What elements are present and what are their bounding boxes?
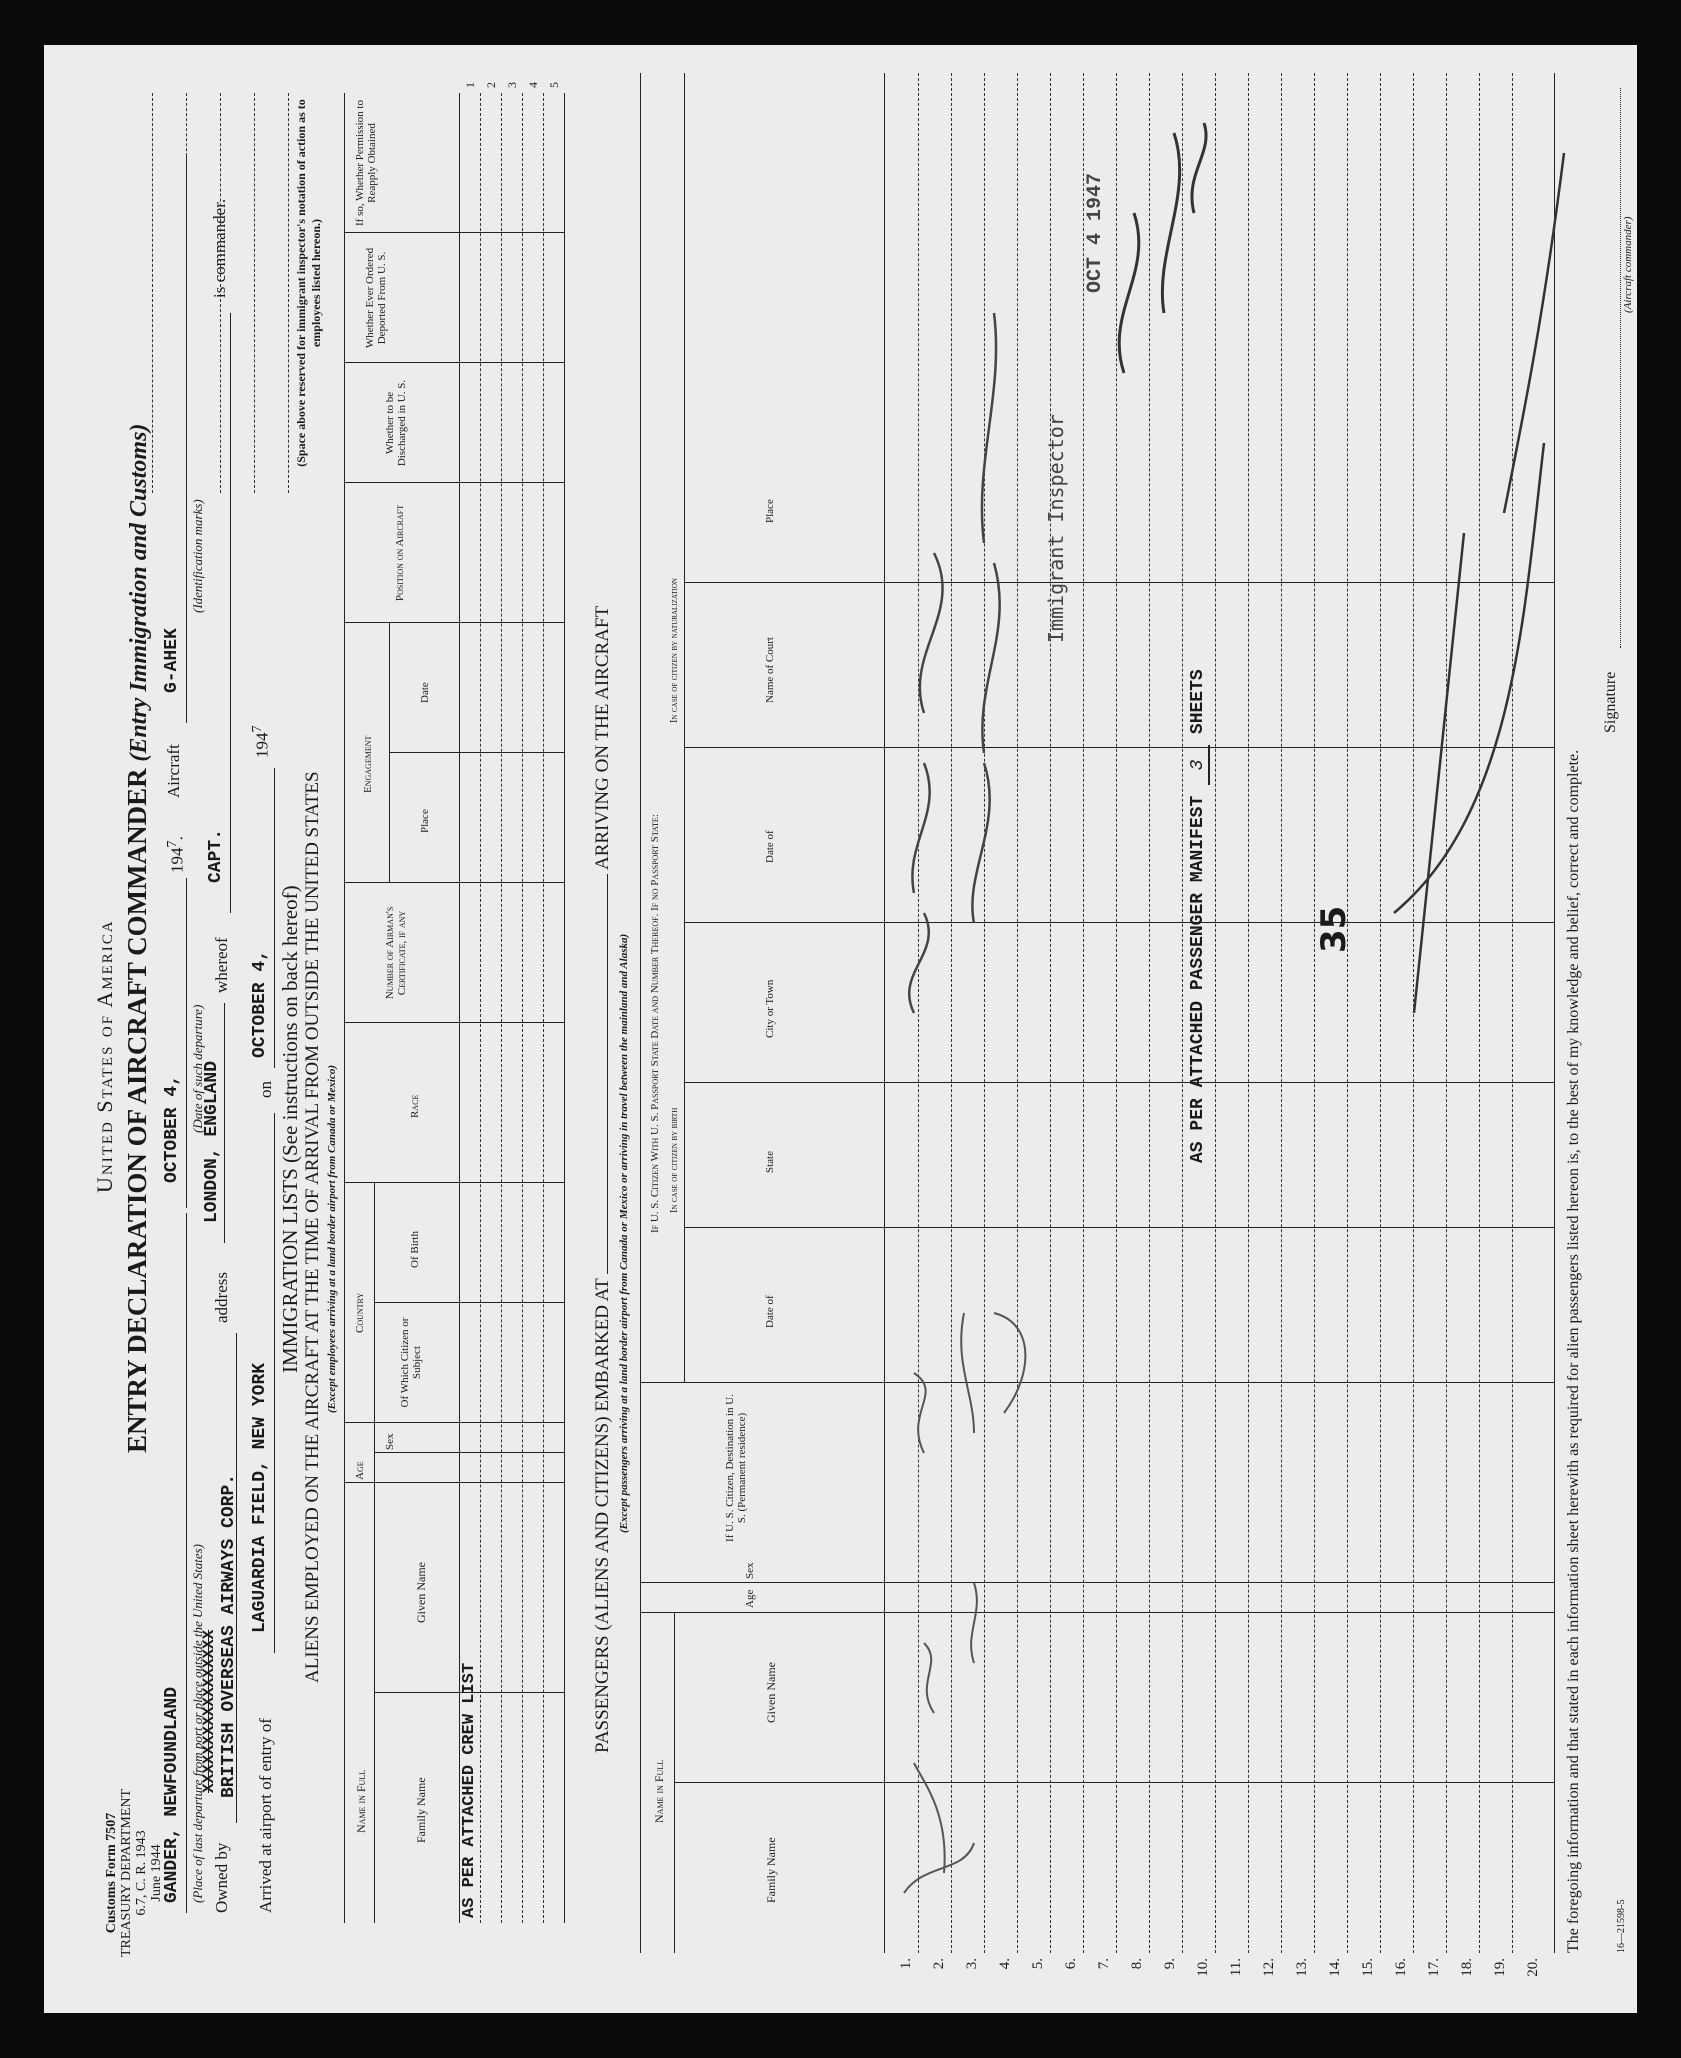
- arrival-airport: LAGUARDIA FIELD, NEW YORK: [250, 1362, 270, 1633]
- sheets-count: 3: [1188, 745, 1210, 785]
- date-caption: (Date of such departure): [190, 1004, 205, 1133]
- owner-name: BRITISH OVERSEAS AIRWAYS CORP.: [219, 1473, 239, 1798]
- declaration-form: [44, 45, 1637, 2013]
- crew-cert-header: Number of Airman's Certificate, if any: [384, 906, 408, 1000]
- row-number: 1.: [898, 1958, 914, 1970]
- row-number: 7.: [1096, 1958, 1112, 1970]
- sheets-label: SHEETS: [1188, 669, 1208, 735]
- row-number: 10.: [1195, 1958, 1211, 1977]
- whereof-label: whereof: [212, 937, 231, 993]
- crew-permission-header: If so, Whether Permission to Reapply Obtained: [354, 100, 378, 226]
- crew-age-header: Age: [354, 1461, 366, 1480]
- form-title-main: ENTRY DECLARATION OF AIRCRAFT COMMANDER: [122, 768, 152, 1453]
- row-number: 2.: [931, 1958, 947, 1970]
- address-label: address: [212, 1272, 231, 1323]
- regulation: 6.7, C. R. 1943: [134, 1830, 149, 1916]
- crew-position-header: Position on Aircraft: [394, 504, 406, 602]
- row-number: 19.: [1492, 1958, 1508, 1977]
- aliens-subtitle: (Except employees arriving at a land border airport from Canada or Mexico): [326, 1064, 338, 1413]
- handwriting-annotations: [44, 45, 1637, 2013]
- arrived-label: Arrived at airport of entry of: [256, 1718, 275, 1913]
- arrival-year-digit: 7: [249, 725, 265, 733]
- crew-place-header: Place: [419, 809, 431, 833]
- departure-date: OCTOBER 4,: [162, 1074, 182, 1183]
- row-number: 17.: [1426, 1958, 1442, 1977]
- page-number-stamp: 35: [1314, 905, 1354, 953]
- row-number: 14.: [1327, 1958, 1343, 1977]
- place-of-departure: GANDER, NEWFOUNDLAND: [162, 1686, 182, 1903]
- handwritten-mark: [972, 313, 999, 923]
- year-prefix: 194: [167, 847, 187, 873]
- passenger-date-header: Date of: [764, 1295, 776, 1328]
- row-number: 9.: [1162, 1958, 1178, 1970]
- passenger-given-name-header: Given Name: [764, 1662, 778, 1723]
- row-number: 3.: [964, 1958, 980, 1970]
- year-digit: 7: [164, 840, 180, 848]
- passengers-title-main: PASSENGERS (ALIENS AND CITIZENS) EMBARKED AT: [592, 1278, 613, 1753]
- row-number: 13.: [1294, 1958, 1310, 1977]
- place-caption: (Place of last departure from port or place outside the United States): [190, 1543, 205, 1903]
- passenger-family-name-header: Family Name: [764, 1837, 778, 1903]
- row-number: 20.: [1525, 1958, 1541, 1977]
- crew-row-number: 1: [463, 82, 477, 88]
- form-title-sub: (Entry Immigration and Customs): [126, 423, 152, 762]
- passenger-court-header: Name of Court: [764, 637, 776, 703]
- aircraft-label: Aircraft: [164, 744, 183, 798]
- passengers-title-tail: ARRIVING ON THE AIRCRAFT: [592, 605, 613, 871]
- crew-family-name-header: Family Name: [414, 1777, 428, 1843]
- owner-struck: XXXXXXXXXXXXXXXXX: [200, 1629, 218, 1793]
- row-number: 11.: [1228, 1958, 1244, 1977]
- handwritten-mark: [904, 1763, 974, 1893]
- aircraft-id: G-AHEK: [162, 628, 182, 693]
- commander-suffix: is commander.: [210, 198, 229, 298]
- signature-label: Signature: [1602, 671, 1619, 733]
- immigration-title: IMMIGRATION LISTS (See instructions on back hereof): [278, 885, 302, 1373]
- crew-birth-header: Of Birth: [409, 1231, 421, 1268]
- row-number: 16.: [1393, 1958, 1409, 1977]
- row-number: 18.: [1459, 1958, 1475, 1977]
- passenger-date2-header: Date of: [764, 830, 776, 863]
- row-number: 8.: [1129, 1958, 1145, 1970]
- arrival-year-prefix: 194: [252, 732, 272, 758]
- passenger-destination-header: If U. S. Citizen, Destination in U. S. (Permanent residence): [724, 1394, 748, 1542]
- handwritten-mark: [1119, 123, 1206, 373]
- crew-date-header: Date: [419, 682, 431, 703]
- row-number: 6.: [1063, 1958, 1079, 1970]
- passenger-birth-header: In case of citizen by birth: [669, 1107, 680, 1213]
- form-number: Customs Form 7507: [104, 1812, 119, 1934]
- handwritten-mark: [909, 553, 942, 1013]
- aliens-title: ALIENS EMPLOYED ON THE AIRCRAFT AT THE TIME OF ARRIVAL FROM OUTSIDE THE UNITED STATES: [302, 771, 323, 1683]
- arrival-date: OCTOBER 4,: [250, 949, 270, 1058]
- crew-citizen-header: Of Which Citizen or Subject: [399, 1317, 423, 1408]
- passenger-name-header: Name in Full: [652, 1759, 666, 1823]
- crew-row-number: 5: [547, 82, 561, 88]
- crew-given-name-header: Given Name: [414, 1562, 428, 1623]
- passenger-naturalization-header: In case of citizen by naturalization: [669, 578, 680, 723]
- form-date: June 1944: [149, 1844, 164, 1902]
- inspector-stamp: Immigrant Inspector: [1044, 414, 1068, 643]
- signature-scrawl: [1394, 153, 1564, 1013]
- row-number: 15.: [1360, 1958, 1376, 1977]
- passenger-state-header: State: [764, 1151, 776, 1173]
- crew-country-header: Country: [354, 1292, 366, 1333]
- print-code: 16—21598-5: [1616, 1899, 1627, 1953]
- crew-engagement-header: Engagement: [362, 735, 374, 793]
- crew-row-number: 3: [505, 82, 519, 88]
- country-heading: United States of America: [92, 919, 117, 1193]
- crew-name-header: Name in Full: [354, 1769, 368, 1833]
- commander-name: CAPT.: [206, 828, 226, 883]
- id-caption: (Identification marks): [190, 499, 205, 613]
- department: TREASURY DEPARTMENT: [119, 1788, 134, 1958]
- crew-discharged-header: Whether to be Discharged in U. S.: [384, 379, 408, 467]
- certification-statement: The foregoing information and that stated in each information sheet herewith as required for alien passengers listed hereon is, to the best of my knowledge and belief, correct and complete.: [1565, 749, 1582, 1953]
- crew-deported-header: Whether Ever Ordered Deported From U. S.: [364, 247, 388, 349]
- owner-address: LONDON, ENGLAND: [202, 1060, 222, 1223]
- date-stamp: OCT 4 1947: [1084, 172, 1107, 293]
- row-number: 4.: [997, 1958, 1013, 1970]
- passenger-citizen-header: If U. S. Citizen With U. S. Passport State Date and Number Thereof. If no Passport State:: [649, 814, 661, 1233]
- crew-list-entry: AS PER ATTACHED CREW LIST: [460, 1662, 479, 1918]
- owned-by-label: Owned by: [212, 1842, 231, 1913]
- passenger-place-header: Place: [764, 499, 776, 523]
- crew-race-header: Race: [409, 1094, 421, 1118]
- crew-row-number: 2: [484, 82, 498, 88]
- row-number: 12.: [1261, 1958, 1277, 1977]
- document-page: [44, 45, 1637, 2013]
- on-label: on: [256, 1081, 275, 1098]
- handwritten-mark: [924, 1583, 977, 1713]
- manifest-text: AS PER ATTACHED PASSENGER MANIFEST: [1188, 795, 1208, 1163]
- row-number: 5.: [1030, 1958, 1046, 1970]
- passenger-city-header: City or Town: [764, 979, 776, 1038]
- passenger-sex-header: Sex: [744, 1562, 756, 1579]
- passenger-age-header: Age: [744, 1589, 756, 1608]
- handwritten-mark: [914, 1313, 1025, 1453]
- signature-caption: (Aircraft commander): [1622, 216, 1634, 313]
- crew-row-number: 4: [526, 82, 540, 88]
- crew-sex-header: Sex: [384, 1433, 396, 1450]
- passengers-subtitle: (Except passengers arriving at a land border airport from Canada or Mexico or arriving in travel between the mainland and Alaska): [618, 933, 630, 1533]
- inspector-note: (Space above reserved for immigrant inspector's notation of action as to employees listed hereon.): [294, 99, 323, 467]
- year-field: $194^7$.: [164, 836, 187, 873]
